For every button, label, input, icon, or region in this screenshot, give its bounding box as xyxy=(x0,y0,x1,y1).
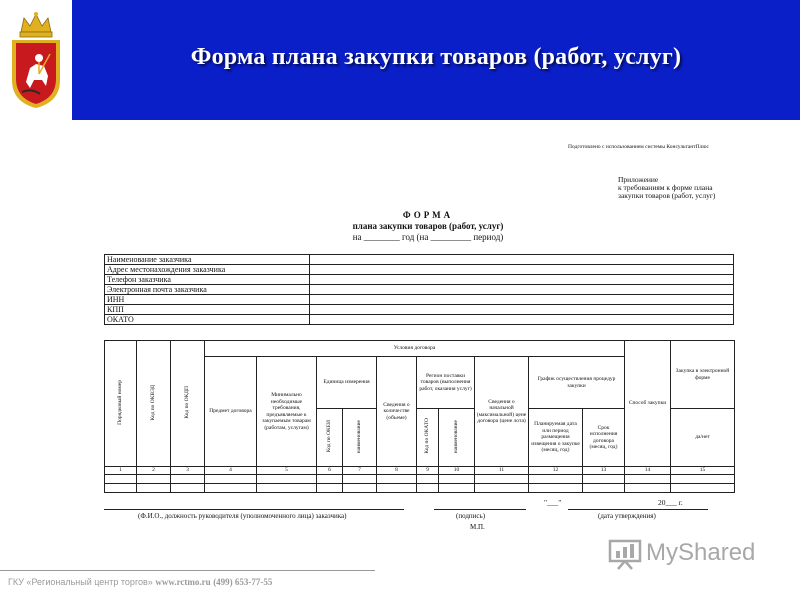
form-subtitle: плана закупки товаров (работ, услуг) xyxy=(352,221,504,231)
header-cell: Код по ОКЕИ xyxy=(317,409,343,467)
header-cell: да/нет xyxy=(671,409,735,467)
footer-site[interactable]: www.rctmo.ru xyxy=(155,577,211,587)
column-number: 2 xyxy=(137,467,171,475)
header-cell: Код по ОКВЭД xyxy=(137,341,171,467)
appendix-line: Приложение xyxy=(618,175,659,184)
info-label: Наименование заказчика xyxy=(105,255,310,265)
info-value-cell xyxy=(310,295,734,305)
info-value-cell xyxy=(310,305,734,315)
footer-phone: (499) 653-77-55 xyxy=(213,577,273,587)
column-number: 6 xyxy=(317,467,343,475)
header-cell: Сведения о количестве (объеме) xyxy=(377,357,417,467)
info-label: ИНН xyxy=(105,295,310,305)
column-number: 14 xyxy=(625,467,671,475)
watermark-text: MyShared xyxy=(646,539,756,566)
column-number: 12 xyxy=(529,467,583,475)
header-cell: Закупка в электронной форме xyxy=(671,341,735,409)
info-value-cell xyxy=(310,315,734,325)
official-line xyxy=(104,509,404,510)
info-label: КПП xyxy=(105,305,310,315)
column-number: 9 xyxy=(417,467,439,475)
table-row xyxy=(105,265,734,275)
appendix-line: закупки товаров (работ, услуг) xyxy=(618,191,716,200)
column-number: 7 xyxy=(343,467,377,475)
form-document xyxy=(98,138,738,548)
table-row xyxy=(105,305,734,315)
date-day-mark: "___" xyxy=(544,498,562,507)
table-row xyxy=(105,315,734,325)
header-cell: наименование xyxy=(439,409,475,467)
footer-org: ГКУ «Региональный центр торгов» xyxy=(8,577,153,587)
prepared-note: Подготовлено с использованием системы КонсультантПлюс xyxy=(568,144,709,150)
watermark xyxy=(606,536,766,572)
footer-divider xyxy=(0,570,375,571)
column-number: 1 xyxy=(105,467,137,475)
header-cell: Предмет договора xyxy=(205,357,257,467)
column-number: 11 xyxy=(475,467,529,475)
header-cell: Планируемая дата или период размещения извещения о закупке (месяц, год) xyxy=(529,409,583,467)
info-label: ОКАТО xyxy=(105,315,310,325)
header-cell: Регион поставки товаров (выполнения работ, оказания услуг) xyxy=(417,357,475,409)
info-label: Телефон заказчика xyxy=(105,275,310,285)
appendix-note xyxy=(618,176,758,200)
header-cell: График осуществления процедур закупки xyxy=(529,357,625,409)
form-heading xyxy=(318,210,538,243)
info-value-cell xyxy=(310,285,734,295)
title-banner xyxy=(72,0,800,120)
header-cell: Способ закупки xyxy=(625,341,671,467)
official-caption: (Ф.И.О., должность руководителя (уполномоченного лица) заказчика) xyxy=(138,512,347,520)
column-number: 5 xyxy=(257,467,317,475)
column-number: 3 xyxy=(171,467,205,475)
info-label: Электронная почта заказчика xyxy=(105,285,310,295)
table-row xyxy=(105,341,735,357)
form-period: на ________ год (на _________ период) xyxy=(352,232,504,242)
column-number: 10 xyxy=(439,467,475,475)
column-number: 13 xyxy=(583,467,625,475)
column-number: 8 xyxy=(377,467,417,475)
slide-title: Форма плана закупки товаров (работ, услуг) xyxy=(190,44,682,70)
customer-info-table xyxy=(104,254,734,325)
appendix-line: к требованиям к форме плана xyxy=(618,183,713,192)
slide-header xyxy=(0,0,800,120)
header-cell: Единица измерения xyxy=(317,357,377,409)
info-label: Адрес местонахождения заказчика xyxy=(105,265,310,275)
chart-presentation-icon xyxy=(608,538,642,570)
info-value-cell xyxy=(310,275,734,285)
footer xyxy=(8,577,272,587)
signature-line xyxy=(434,509,526,510)
column-number: 4 xyxy=(205,467,257,475)
emblem-area xyxy=(0,0,72,120)
moscow-region-coat-of-arms-icon xyxy=(6,10,66,110)
date-year: 20___ г. xyxy=(658,498,683,507)
approval-caption: (дата утверждения) xyxy=(598,512,656,520)
table-row xyxy=(105,255,734,265)
info-value-cell xyxy=(310,265,734,275)
header-cell: наименование xyxy=(343,409,377,467)
form-title: ФОРМА xyxy=(402,210,454,220)
header-cell: Минимально необходимые требования, предъявляемые к закупаемым товарам (работам, услугам) xyxy=(257,357,317,467)
sign-caption: (подпись) xyxy=(456,512,486,520)
table-row xyxy=(105,484,735,493)
table-row xyxy=(105,295,734,305)
seal-mark: М.П. xyxy=(470,523,485,531)
header-cell: Условия договора xyxy=(205,341,625,357)
header-cell: Порядковый номер xyxy=(105,341,137,467)
header-cell: Срок исполнения договора (месяц, год) xyxy=(583,409,625,467)
table-row xyxy=(105,467,735,475)
table-row xyxy=(105,285,734,295)
header-cell: Код по ОКАТО xyxy=(417,409,439,467)
table-row xyxy=(105,475,735,484)
info-value-cell xyxy=(310,255,734,265)
header-cell: Сведения о начальной (максимальной) цене договора (цене лота) xyxy=(475,357,529,467)
column-number: 15 xyxy=(671,467,735,475)
approval-date-line xyxy=(568,509,708,510)
table-row xyxy=(105,275,734,285)
procurement-plan-table xyxy=(104,340,735,493)
header-cell: Код по ОКДП xyxy=(171,341,205,467)
